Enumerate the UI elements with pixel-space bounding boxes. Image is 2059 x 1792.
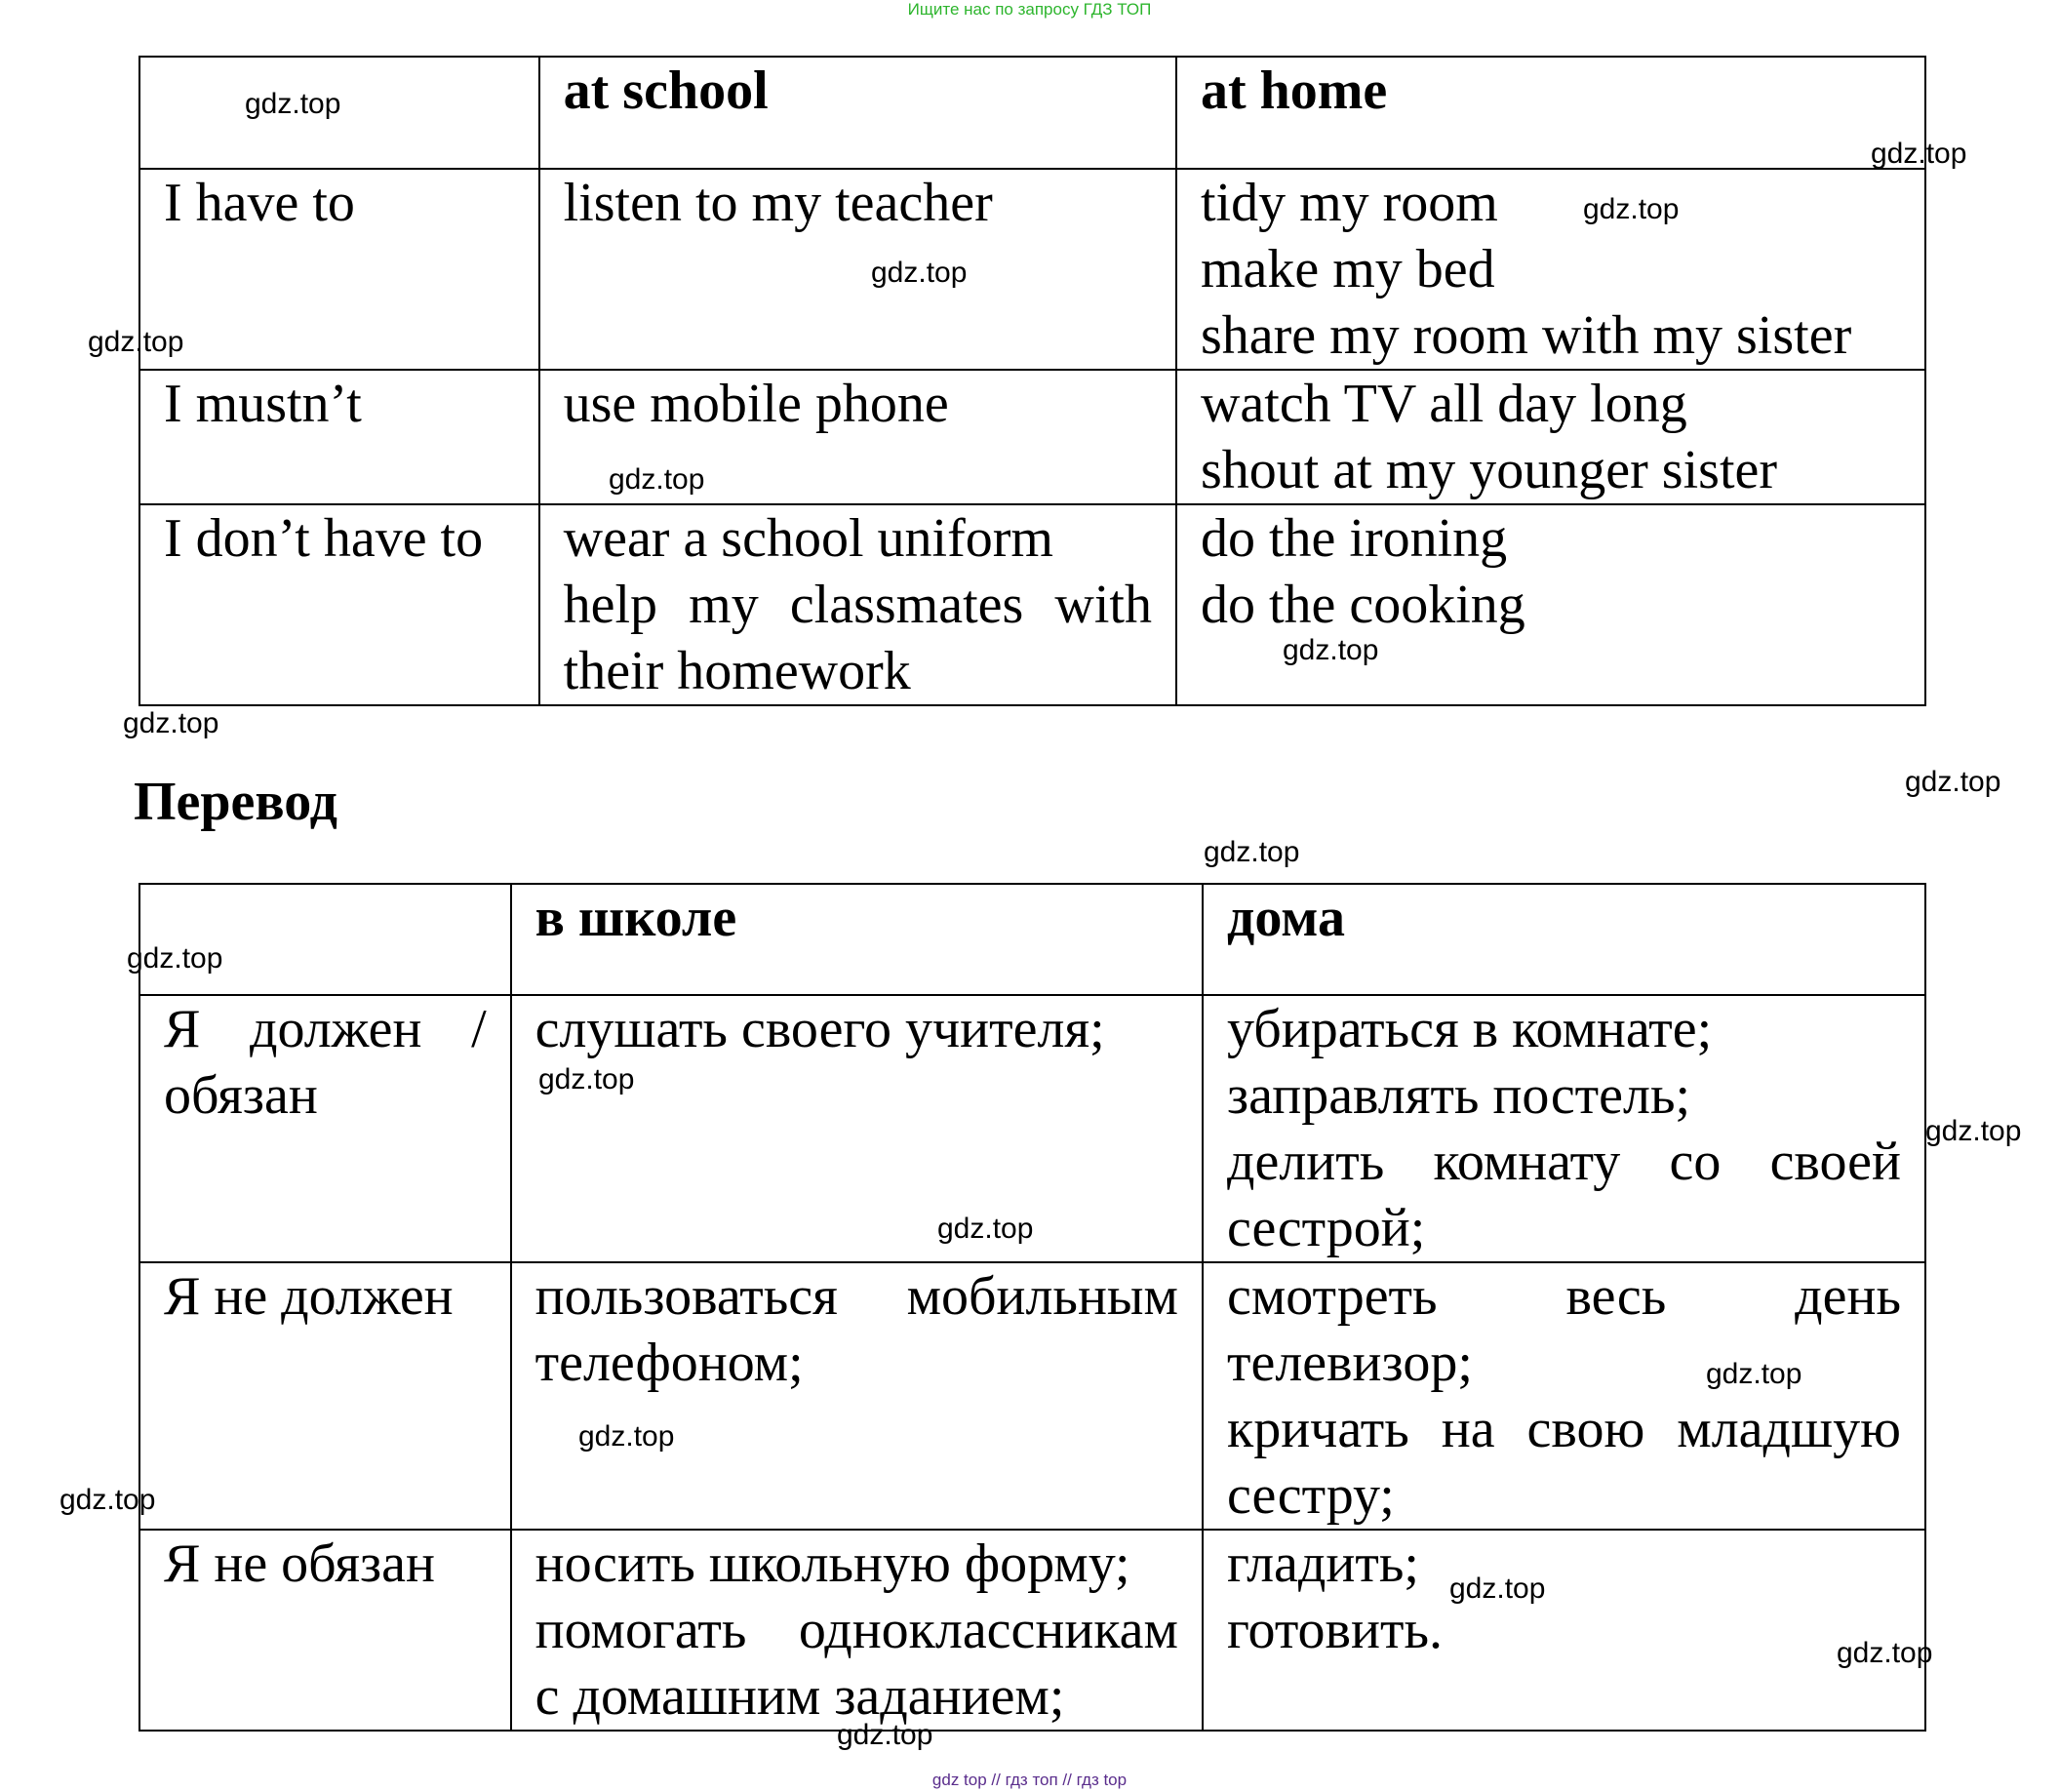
watermark: gdz.top (245, 88, 341, 120)
cell-line: слушать своего учителя; (535, 999, 1105, 1059)
school-cell (511, 1262, 1203, 1530)
watermark: gdz.top (59, 1484, 156, 1516)
table-row (139, 504, 1925, 705)
table-row (139, 1530, 1925, 1731)
cell-line: make my bed (1200, 239, 1495, 299)
cell-line: смотреть весь день (1226, 1266, 1901, 1327)
table-header-row (139, 884, 1925, 995)
cell-line: Я должен / (164, 999, 487, 1059)
cell-line: кричать на свою младшую (1226, 1399, 1901, 1459)
watermark: gdz.top (1283, 634, 1379, 666)
header-at-school: at school (539, 57, 1176, 169)
school-cell (539, 169, 1176, 370)
watermark: gdz.top (1871, 138, 1967, 170)
watermark: gdz.top (871, 257, 968, 289)
watermark: gdz.top (127, 942, 223, 975)
cell-line: listen to my teacher (563, 173, 993, 233)
watermark: gdz.top (1905, 766, 2001, 798)
cell-line: обязан (164, 1065, 318, 1126)
header-at-school: в школе (511, 884, 1203, 995)
watermark: gdz.top (609, 463, 705, 496)
school-cell (511, 995, 1203, 1262)
header-at-home: at home (1176, 57, 1925, 169)
row-label (139, 1262, 511, 1530)
watermark: gdz.top (1925, 1115, 2022, 1147)
table-row (139, 370, 1925, 504)
cell-line: do the cooking (1200, 575, 1525, 635)
cell-line: сестру; (1226, 1465, 1395, 1526)
home-cell (1176, 169, 1925, 370)
watermark: gdz.top (1449, 1573, 1546, 1605)
home-cell (1203, 1530, 1925, 1731)
cell-line: сестрой; (1226, 1198, 1426, 1258)
cell-line: телефоном; (535, 1333, 804, 1393)
english-table (139, 56, 1926, 706)
header-at-home: дома (1203, 884, 1925, 995)
home-cell (1176, 370, 1925, 504)
cell-line: help my classmates with (563, 575, 1152, 635)
cell-line: their homework (563, 641, 911, 701)
cell-line: телевизор; (1226, 1333, 1473, 1393)
cell-line: делить комнату со своей (1226, 1132, 1901, 1192)
cell-line: с домашним заданием; (535, 1666, 1065, 1727)
home-cell (1203, 995, 1925, 1262)
cell-line: tidy my room (1200, 173, 1498, 233)
cell-line: носить школьную форму; (535, 1533, 1130, 1594)
cell-line: убираться в комнате; (1226, 999, 1713, 1059)
cell-line: Я не обязан (164, 1533, 435, 1594)
watermark: gdz.top (837, 1719, 933, 1751)
cell-line: shout at my younger sister (1200, 440, 1778, 500)
row-label: I have to (139, 169, 539, 370)
home-cell (1176, 504, 1925, 705)
row-label (139, 1530, 511, 1731)
cell-line: use mobile phone (563, 374, 949, 434)
cell-line: wear a school uniform (563, 508, 1053, 569)
header-cell-empty (139, 884, 511, 995)
school-cell (511, 1530, 1203, 1731)
watermark: gdz.top (88, 326, 184, 358)
cell-line: do the ironing (1200, 508, 1508, 569)
cell-line: share my room with my sister (1200, 305, 1852, 366)
watermark: gdz.top (1837, 1637, 1933, 1669)
watermark: gdz.top (538, 1063, 635, 1095)
cell-line: пользоваться мобильным (535, 1266, 1178, 1327)
school-cell (539, 504, 1176, 705)
cell-line: гладить; (1226, 1533, 1419, 1594)
cell-line: помогать одноклассникам (535, 1600, 1178, 1660)
footer-note: gdz top // гдз топ // гдз top (931, 1771, 1128, 1789)
cell-line: watch TV all day long (1200, 374, 1687, 434)
translation-title: Перевод (134, 772, 337, 832)
watermark: gdz.top (123, 707, 219, 739)
table-row (139, 1262, 1925, 1530)
home-cell (1203, 1262, 1925, 1530)
watermark: gdz.top (1583, 193, 1680, 225)
table-header-row (139, 57, 1925, 169)
row-label: I mustn’t (139, 370, 539, 504)
cell-line: заправлять постель; (1226, 1065, 1691, 1126)
watermark: gdz.top (1706, 1358, 1802, 1390)
cell-line: Я не должен (164, 1266, 454, 1327)
watermark: gdz.top (1204, 836, 1300, 868)
watermark: gdz.top (578, 1420, 675, 1453)
header-note: Ищите нас по запросу ГДЗ ТОП (907, 0, 1152, 19)
russian-table (139, 883, 1926, 1732)
cell-line: готовить. (1226, 1600, 1443, 1660)
row-label: I don’t have to (139, 504, 539, 705)
row-label (139, 995, 511, 1262)
watermark: gdz.top (937, 1213, 1034, 1245)
